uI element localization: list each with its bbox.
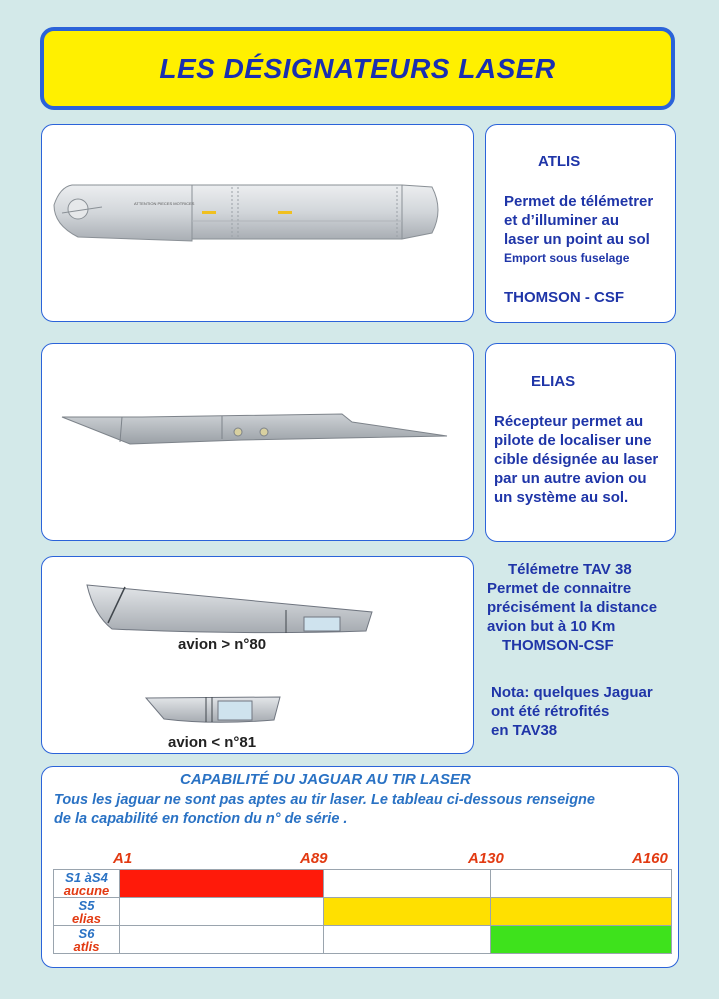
elias-line-2: pilote de localiser une	[494, 432, 652, 449]
pod-marking-text: ATTENTION PIECES MOTRICES	[134, 201, 195, 206]
serial-tick-a160: A160	[632, 850, 668, 867]
atlis-line-2: et d’illuminer au	[504, 212, 620, 229]
nota-line-3: en TAV38	[491, 722, 558, 739]
elias-line-3: cible désignée au laser	[494, 451, 659, 468]
capability-cell	[491, 926, 672, 954]
capability-cell	[120, 870, 324, 898]
row-code: S6	[78, 925, 95, 941]
serial-tick-a89: A89	[300, 850, 328, 867]
elias-line-4: par un autre avion ou	[494, 470, 647, 487]
row-system: atlis	[73, 938, 100, 954]
page-title: LES DÉSIGNATEURS LASER	[159, 52, 556, 84]
atlis-description	[504, 192, 653, 268]
elias-line-5: un système au sol.	[494, 489, 629, 506]
capability-text	[54, 791, 595, 829]
row-label	[54, 898, 120, 926]
row-code: S5	[78, 897, 95, 913]
tav-line-1: Télémetre TAV 38	[508, 561, 632, 578]
atlis-pod-illustration	[42, 125, 475, 323]
tav-image-panel	[41, 556, 474, 754]
capability-cell	[324, 870, 491, 898]
row-label	[54, 926, 120, 954]
elias-line-1: Récepteur permet au	[494, 413, 644, 430]
table-row	[54, 898, 672, 926]
atlis-image-panel	[41, 124, 474, 322]
tav-line-5: THOMSON-CSF	[502, 637, 614, 654]
capability-cell	[491, 870, 672, 898]
tav-nose-illustrations	[42, 557, 475, 755]
capability-cell	[120, 898, 324, 926]
capability-cell	[120, 926, 324, 954]
tav-description	[487, 560, 657, 655]
atlis-maker: THOMSON - CSF	[504, 289, 624, 306]
table-row	[54, 870, 672, 898]
table-row	[54, 926, 672, 954]
capability-cell	[324, 898, 491, 926]
row-label	[54, 870, 120, 898]
row-system: aucune	[63, 882, 110, 898]
elias-pod-illustration	[42, 344, 475, 542]
elias-description-panel	[485, 343, 676, 542]
capability-text-line-1: Tous les jaguar ne sont pas aptes au tir laser. Le tableau ci-dessous renseigne	[54, 792, 595, 808]
caption-after-80: avion > n°80	[178, 636, 267, 653]
tav-line-4: avion but à 10 Km	[487, 618, 616, 635]
capability-cell	[324, 926, 491, 954]
atlis-name: ATLIS	[538, 153, 581, 170]
atlis-description-panel	[485, 124, 676, 323]
atlis-line-1: Permet de télémetrer	[504, 193, 654, 210]
tav-line-2: Permet de connaitre	[487, 580, 632, 597]
capability-table	[53, 869, 672, 954]
nota-line-2: ont été rétrofités	[491, 703, 610, 720]
nota-line-1: Nota: quelques Jaguar	[491, 684, 653, 701]
capability-cell	[491, 898, 672, 926]
elias-description	[494, 412, 658, 507]
tav-nota	[491, 683, 653, 740]
title-banner	[40, 27, 675, 110]
row-code: S1 àS4	[65, 869, 108, 885]
elias-image-panel	[41, 343, 474, 541]
atlis-mount-note: Emport sous fuselage	[504, 251, 630, 265]
capability-text-line-2: de la capabilité en fonction du n° de série .	[54, 811, 348, 827]
serial-tick-a1: A1	[113, 850, 133, 867]
caption-before-81: avion < n°81	[168, 734, 257, 751]
atlis-line-3: laser un point au sol	[504, 231, 650, 248]
capability-title: CAPABILITÉ DU JAGUAR AU TIR LASER	[180, 771, 471, 788]
row-system: elias	[72, 910, 101, 926]
serial-tick-a130: A130	[468, 850, 504, 867]
elias-name: ELIAS	[531, 373, 576, 390]
tav-line-3: précisément la distance	[487, 599, 658, 616]
